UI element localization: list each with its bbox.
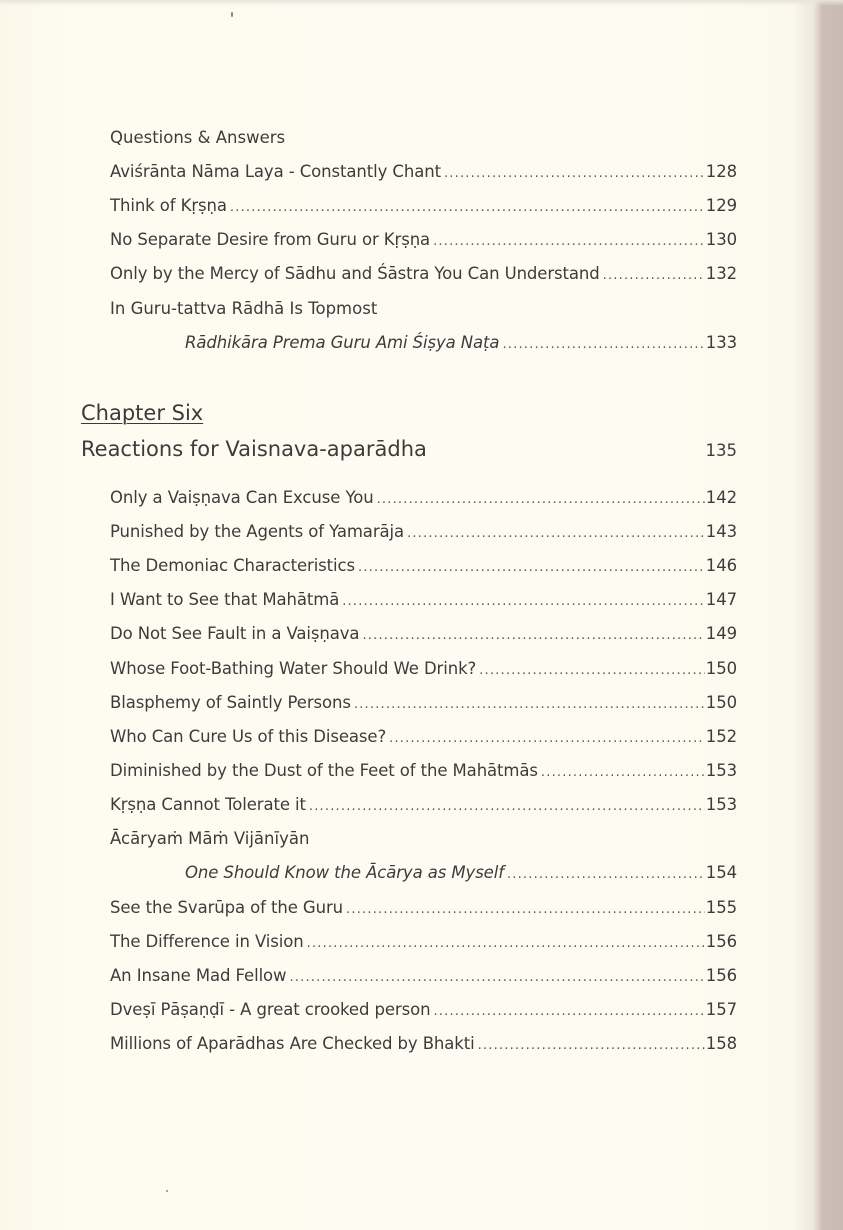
- toc-entry[interactable]: [110, 590, 737, 609]
- toc-entry-title: Dveṣī Pāṣaṇḍī - A great crooked person: [110, 1000, 431, 1019]
- toc-entry[interactable]: [110, 795, 737, 814]
- toc-entry-title: Blasphemy of Saintly Persons: [110, 693, 351, 712]
- toc-entry-page: 157: [705, 1000, 737, 1019]
- toc-entry-title: Punished by the Agents of Yamarāja: [110, 522, 405, 541]
- dot-leader: [603, 268, 705, 283]
- dot-leader: [362, 628, 704, 643]
- toc-entry-title: Only a Vaiṣṇava Can Excuse You: [110, 488, 374, 507]
- dot-leader: [289, 970, 704, 985]
- dot-leader: [230, 200, 705, 215]
- dot-leader: [502, 337, 704, 352]
- dot-leader: [346, 902, 705, 917]
- dot-leader: [444, 166, 705, 181]
- dot-leader: [478, 1038, 705, 1053]
- toc-entry-title: No Separate Desire from Guru or Kṛṣṇa: [110, 230, 431, 249]
- toc-entry-title: Do Not See Fault in a Vaiṣṇava: [110, 624, 360, 643]
- toc-entry-page: 142: [705, 488, 737, 507]
- toc-entry-page: 128: [705, 162, 737, 181]
- dot-leader: [342, 594, 705, 609]
- dot-leader: [479, 663, 705, 678]
- dot-leader: [307, 936, 705, 951]
- chapter-page: 135: [705, 441, 737, 460]
- dot-leader: [309, 799, 705, 814]
- toc-entry[interactable]: [110, 522, 737, 541]
- toc-entry[interactable]: [110, 556, 737, 575]
- toc-entry[interactable]: [110, 727, 737, 746]
- paper-speck: [166, 1190, 168, 1192]
- toc-entry-title: Only by the Mercy of Sādhu and Śāstra You Can Understand: [110, 264, 600, 283]
- dot-leader: [433, 234, 705, 249]
- toc-entry-page: 158: [705, 1034, 737, 1053]
- paper-speck: [231, 12, 233, 17]
- section-heading: Questions & Answers: [110, 128, 286, 147]
- toc-entry-page: 132: [705, 264, 737, 283]
- toc-entry-page: 150: [705, 659, 737, 678]
- dot-leader: [358, 560, 705, 575]
- toc-entry-subtitle[interactable]: [185, 333, 737, 352]
- toc-entry-page: 152: [705, 727, 737, 746]
- toc-entry-title: See the Svarūpa of the Guru: [110, 898, 344, 917]
- toc-entry[interactable]: [110, 624, 737, 643]
- toc-entry-title[interactable]: In Guru-tattva Rādhā Is Topmost: [110, 299, 378, 318]
- dot-leader: [407, 526, 705, 541]
- toc-entry[interactable]: [110, 659, 737, 678]
- toc-entry[interactable]: [110, 488, 737, 507]
- toc-entry-page: 130: [705, 230, 737, 249]
- toc-entry-page: 150: [705, 693, 737, 712]
- dot-leader: [377, 492, 705, 507]
- toc-entry-subtitle[interactable]: [185, 863, 737, 882]
- toc-entry-page: 155: [705, 898, 737, 917]
- toc-entry-title: Millions of Aparādhas Are Checked by Bhakti: [110, 1034, 475, 1053]
- toc-entry[interactable]: [110, 162, 737, 181]
- toc-entry-title: Kṛṣṇa Cannot Tolerate it: [110, 795, 306, 814]
- toc-entry-subtitle-text: One Should Know the Ācārya as Myself: [185, 863, 504, 882]
- toc-entry-page: 154: [705, 863, 737, 882]
- toc-entry-subtitle-text: Rādhikāra Prema Guru Ami Śiṣya Naṭa: [185, 333, 500, 352]
- chapter-heading[interactable]: [81, 437, 737, 461]
- dot-leader: [507, 867, 705, 882]
- toc-entry-page: 147: [705, 590, 737, 609]
- toc-entry-title: Aviśrānta Nāma Laya - Constantly Chant: [110, 162, 441, 181]
- toc-entry[interactable]: [110, 966, 737, 985]
- toc-entry-title: The Demoniac Characteristics: [110, 556, 355, 575]
- toc-entry[interactable]: [110, 898, 737, 917]
- toc-entry-page: 133: [705, 333, 737, 352]
- toc-entry-title: The Difference in Vision: [110, 932, 304, 951]
- toc-entry[interactable]: [110, 196, 737, 215]
- toc-entry-page: 143: [705, 522, 737, 541]
- toc-entry-title: I Want to See that Mahātmā: [110, 590, 340, 609]
- toc-entry-page: 153: [705, 795, 737, 814]
- toc-entry[interactable]: [110, 264, 737, 283]
- toc-entry-title: Diminished by the Dust of the Feet of the Mahātmās: [110, 761, 538, 780]
- toc-entry-page: 149: [705, 624, 737, 643]
- dot-leader: [389, 731, 705, 746]
- dot-leader: [541, 765, 705, 780]
- toc-entry-page: 153: [705, 761, 737, 780]
- toc-entry[interactable]: [110, 1000, 737, 1019]
- chapter-title: Reactions for Vaisnava-aparādha: [81, 437, 427, 461]
- toc-entry-page: 156: [705, 966, 737, 985]
- toc-entry-title[interactable]: Ācāryaṁ Māṁ Vijānīyān: [110, 829, 310, 848]
- chapter-label[interactable]: Chapter Six: [81, 401, 204, 425]
- toc-entry-title: Whose Foot-Bathing Water Should We Drink?: [110, 659, 477, 678]
- page-top-edge: [0, 0, 843, 6]
- toc-entry-page: 129: [705, 196, 737, 215]
- toc-entry[interactable]: [110, 932, 737, 951]
- toc-entry-title: An Insane Mad Fellow: [110, 966, 287, 985]
- dot-leader: [354, 697, 705, 712]
- toc-entry[interactable]: [110, 230, 737, 249]
- toc-entry-page: 146: [705, 556, 737, 575]
- toc-entry-title: Think of Kṛṣṇa: [110, 196, 227, 215]
- toc-entry-title: Who Can Cure Us of this Disease?: [110, 727, 387, 746]
- dot-leader: [433, 1004, 704, 1019]
- toc-entry[interactable]: [110, 1034, 737, 1053]
- toc-entry[interactable]: [110, 761, 737, 780]
- toc-entry[interactable]: [110, 693, 737, 712]
- toc-entry-page: 156: [705, 932, 737, 951]
